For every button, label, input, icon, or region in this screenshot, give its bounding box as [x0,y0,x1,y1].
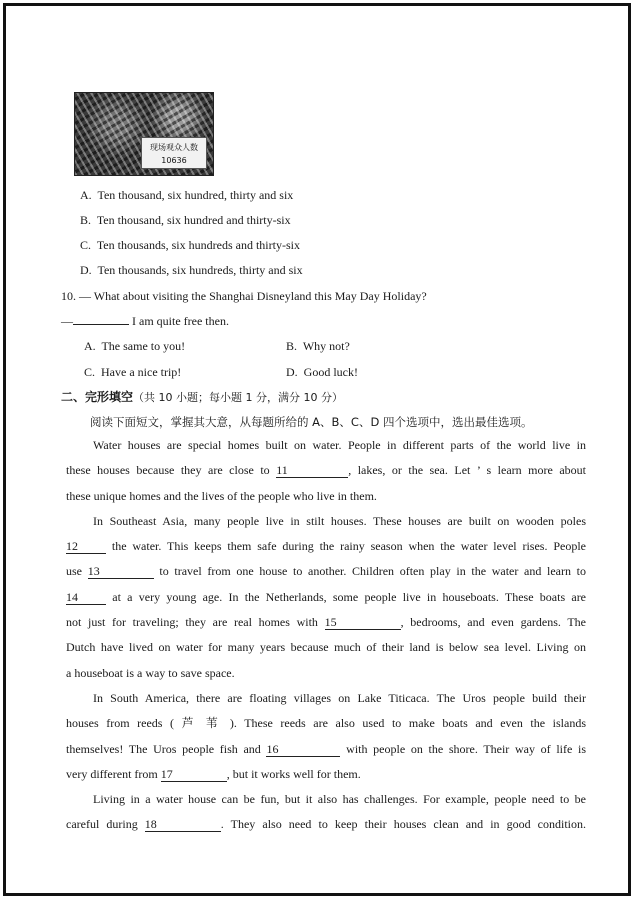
answer-blank [73,324,129,325]
passage [66,433,586,838]
q9-option-a: A. Ten thousand, six hundred, thirty and six [80,188,294,202]
counter-value: 10636 [161,156,187,165]
passage-line: a houseboat is a way to save space. [66,665,235,680]
passage-line: not just for traveling; they are real homes with 15 , bedrooms, and even gardens. The [66,615,587,630]
passage-line: these houses because they are close to 11 , lakes, or the sea. Let ’ s learn more about [66,463,586,478]
blank-18: 18 [145,817,221,832]
blank-12: 12 [66,539,106,554]
q10-option-a: A. The same to you! [84,339,186,353]
q10-question: 10. — What about visiting the Shanghai Disneyland this May Day Holiday? [61,289,427,303]
passage-line: In South America, there are floating villages on Lake Titicaca. The Uros people build their [93,690,586,705]
passage-paragraph-3 [66,686,586,787]
passage-line: Living in a water house can be fun, but it also has challenges. For example, people need to be [93,792,586,807]
passage-line: 14 at a very young age. In the Netherlands, some people live in houseboats. These boats are [66,589,587,604]
blank-15: 15 [325,615,401,630]
q9-option-d: D. Ten thousands, six hundreds, thirty and six [80,263,303,277]
passage-line: Water houses are special homes built on water. People in different parts of the world live in [93,438,586,452]
passage-line: houses from reeds ( 芦 苇 ). These reeds are also used to make boats and even the islands [66,716,586,731]
blank-16: 16 [266,742,340,757]
counter-label: 现场观众人数 [150,143,198,152]
q10-option-c: C. Have a nice trip! [84,365,182,379]
exam-page [3,3,631,896]
q10-reply: — I am quite free then. [61,314,229,328]
passage-line: very different from 17 , but it works well for them. [66,766,361,781]
section-instruction: 阅读下面短文，掌握其大意，从每题所给的 A、B、C、D 四个选项中，选出最佳选项。 [90,415,533,429]
passage-paragraph-4 [66,787,586,838]
q9-option-c: C. Ten thousands, six hundreds and thirty-six [80,238,300,252]
section-heading: 二、完形填空（共 10 小题；每小题 1 分，满分 10 分） [61,390,343,404]
blank-17: 17 [161,767,227,782]
stadium-crowd-photo [74,92,214,176]
blank-13: 13 [88,564,154,579]
q10-option-b: B. Why not? [286,339,350,353]
passage-line: themselves! The Uros people fish and 16 with people on the shore. Their way of life is [66,741,587,756]
attendance-counter [141,137,207,169]
passage-line: use 13 to travel from one house to another. Children often play in the water and learn to [66,564,587,579]
q10-option-d: D. Good luck! [286,365,358,379]
blank-11: 11 [276,463,348,478]
passage-line: 12 the water. This keeps them safe during the rainy season when the water level rises. People [66,539,586,554]
blank-14: 14 [66,590,106,605]
passage-paragraph-2 [66,509,586,686]
q9-option-b: B. Ten thousand, six hundred and thirty-six [80,213,291,227]
passage-line: careful during 18 . They also need to keep their houses clean and in good condition. [66,817,587,832]
passage-line: Dutch have lived on water for many years because much of their land is below sea level. Living on [66,640,586,655]
passage-paragraph-1 [66,433,586,509]
passage-line: In Southeast Asia, many people live in stilt houses. These houses are built on wooden poles [93,513,586,528]
passage-line: these unique homes and the lives of the people who live in them. [66,488,377,503]
